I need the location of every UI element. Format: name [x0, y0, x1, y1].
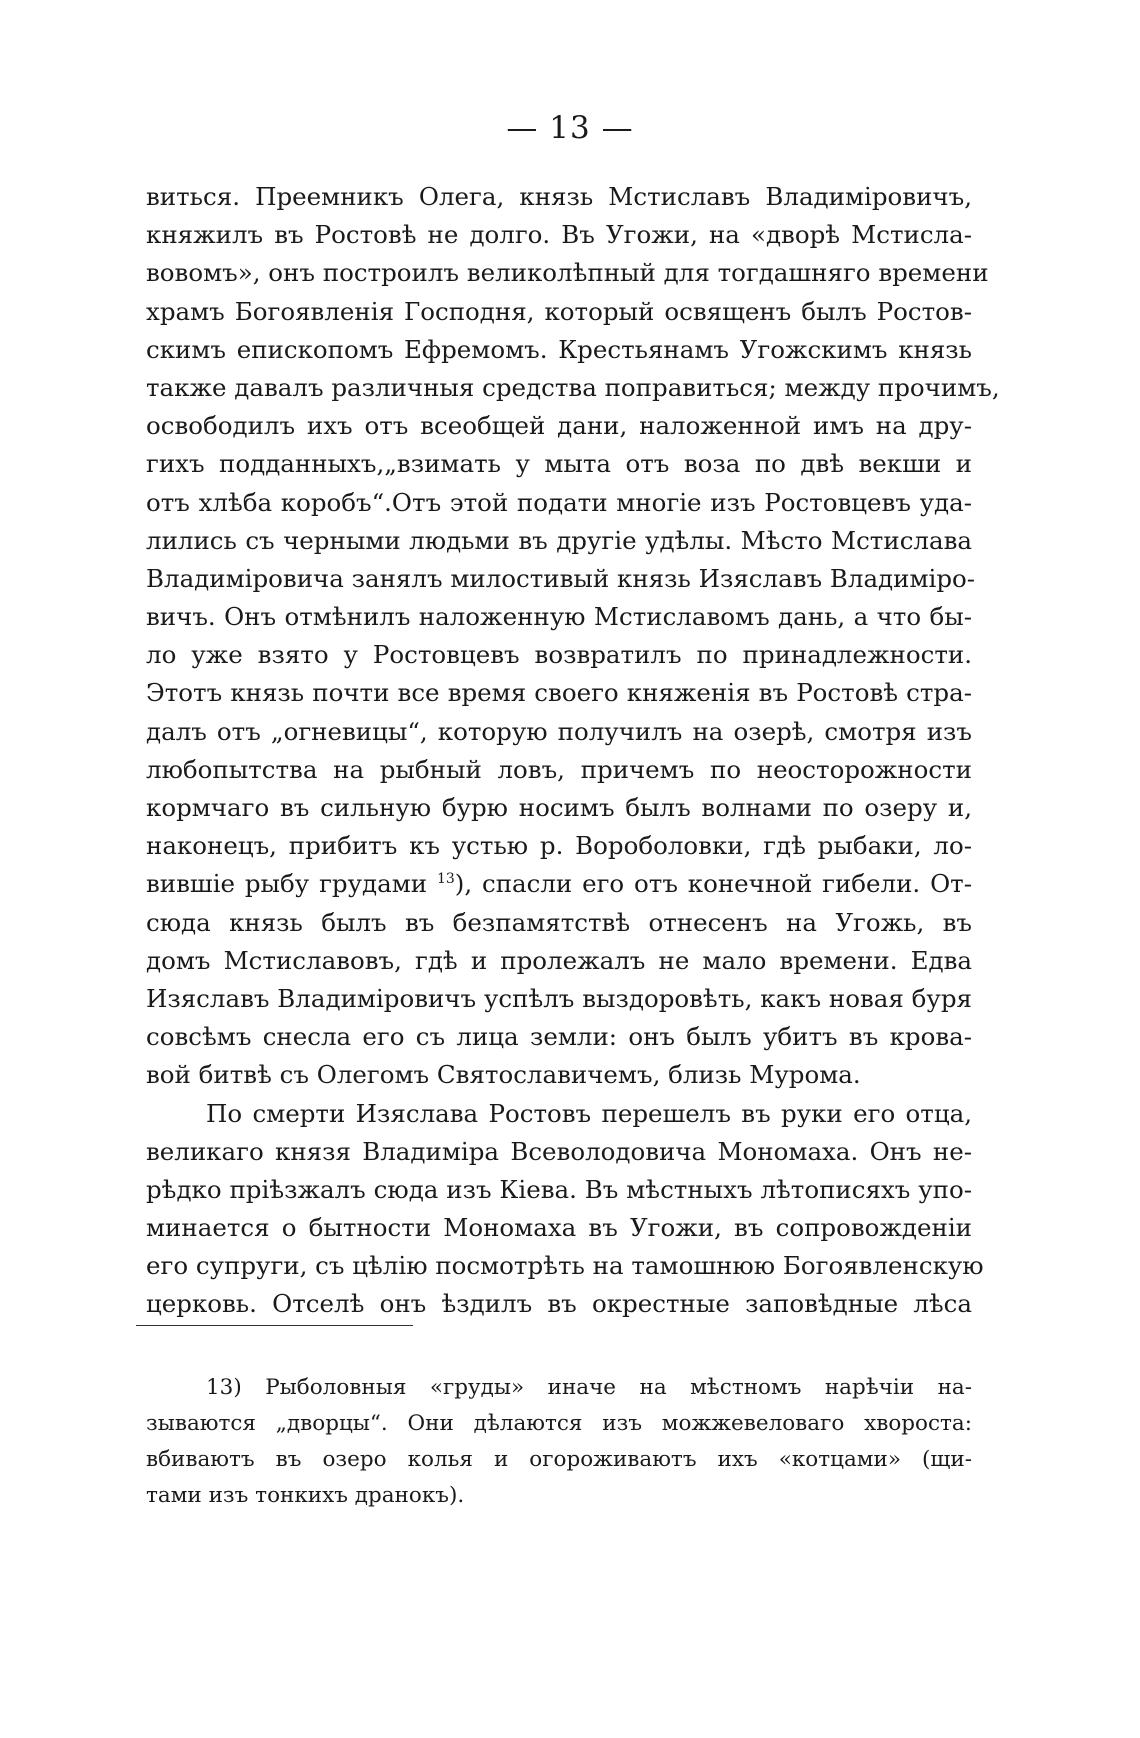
text-line: ло уже взято у Ростовцевъ возвратилъ по принадлежности. [146, 640, 972, 670]
page-number: — 13 — [506, 110, 634, 146]
line-tail: ), спасли его отъ конечной гибели. От- [454, 869, 972, 899]
text-line: Владиміровича занялъ милостивый князь Изяславъ Владиміро- [146, 563, 976, 593]
text-line: церковь. Отселѣ онъ ѣздилъ въ окрестные заповѣдные лѣса [146, 1289, 972, 1319]
text-line: также давалъ различныя средства поправиться; между прочимъ, [146, 372, 1000, 402]
line-head: вившіе рыбу грудами [146, 869, 428, 899]
text-line: храмъ Богоявленія Господня, который освященъ былъ Ростов- [146, 296, 972, 326]
text-line: минается о бытности Мономаха въ Угожи, въ сопровожденіи [146, 1213, 972, 1243]
text-line: совсѣмъ снесла его съ лица земли: онъ былъ убитъ въ крова- [146, 1022, 972, 1052]
text-line: лились съ черными людьми въ другіе удѣлы. Мѣсто Мстислава [146, 525, 972, 555]
text-line: рѣдко пріѣзжалъ сюда изъ Кіева. Въ мѣстныхъ лѣтописяхъ упо- [146, 1174, 972, 1204]
footnotes [146, 1370, 972, 1514]
text-line: виться. Преемникъ Олега, князь Мстиславъ Владиміровичъ, [146, 182, 972, 211]
text-line: сюда князь былъ въ безпамятствѣ отнесенъ на Угожь, въ [146, 907, 972, 937]
footnote-line: зываются „дворцы“. Они дѣлаются изъ можжевеловаго хвороста: [146, 1411, 972, 1436]
text-line: отъ хлѣба коробъ“.Отъ этой подати многіе изъ Ростовцевъ уда- [146, 487, 972, 517]
text-line: вой битвѣ съ Олегомъ Святославичемъ, близь Мурома. [146, 1060, 861, 1090]
body-text [146, 178, 1000, 1324]
text-line: домъ Мстиславовъ, гдѣ и пролежалъ не мало времени. Едва [146, 945, 972, 975]
footnote-line: 13) Рыболовныя «груды» иначе на мѣстномъ нарѣчіи на- [206, 1375, 972, 1400]
text-line: наконецъ, прибитъ къ устью р. Воробoловки, гдѣ рыбаки, ло- [146, 831, 972, 861]
text-line: вичъ. Онъ отмѣнилъ наложенную Мстиславомъ дань, а что бы- [146, 602, 972, 632]
text-line: его супруги, съ цѣлію посмотрѣть на тамошнюю Богоявленскую [146, 1251, 984, 1281]
text-line: княжилъ въ Ростовѣ не долго. Въ Угожи, на «дворѣ Мстисла- [146, 220, 972, 250]
text-line: По смерти Изяслава Ростовъ перешелъ въ руки его отца, [206, 1098, 972, 1128]
text-line: освободилъ ихъ отъ всеобщей дани, наложенной имъ на дру- [146, 411, 972, 441]
text-line: вовомъ», онъ построилъ великолѣпный для тогдашняго времени [146, 258, 989, 288]
text-line: Изяславъ Владиміровичъ успѣлъ выздоровѣть, какъ новая буря [146, 983, 972, 1013]
text-line: скимъ епископомъ Ефремомъ. Крестьянамъ Угожскимъ князь [146, 334, 972, 364]
text-line: великаго князя Владиміра Всеволодовича Мономаха. Онъ не- [146, 1136, 972, 1166]
footnote-divider [136, 1325, 413, 1326]
text-line: любопытства на рыбный ловъ, причемъ по неосторожности [146, 754, 972, 784]
footnote-reference: 13 [436, 871, 455, 888]
text-line: кормчаго въ сильную бурю носимъ былъ волнами по озеру и, [146, 793, 972, 822]
text-line: гихъ подданныхъ,„взимать у мыта отъ воза по двѣ векши и [146, 449, 972, 479]
footnote-line: вбиваютъ въ озеро колья и огороживаютъ ихъ «котцами» (щи- [146, 1447, 972, 1472]
text-line: далъ отъ „огневицы“, которую получилъ на озерѣ, смотря изъ [146, 716, 972, 746]
text-line-with-footnote [146, 865, 972, 903]
text-line: Этотъ князь почти все время своего княженія въ Ростовѣ стра- [146, 678, 972, 708]
footnote-line: тами изъ тонкихъ дранокъ). [146, 1483, 465, 1508]
